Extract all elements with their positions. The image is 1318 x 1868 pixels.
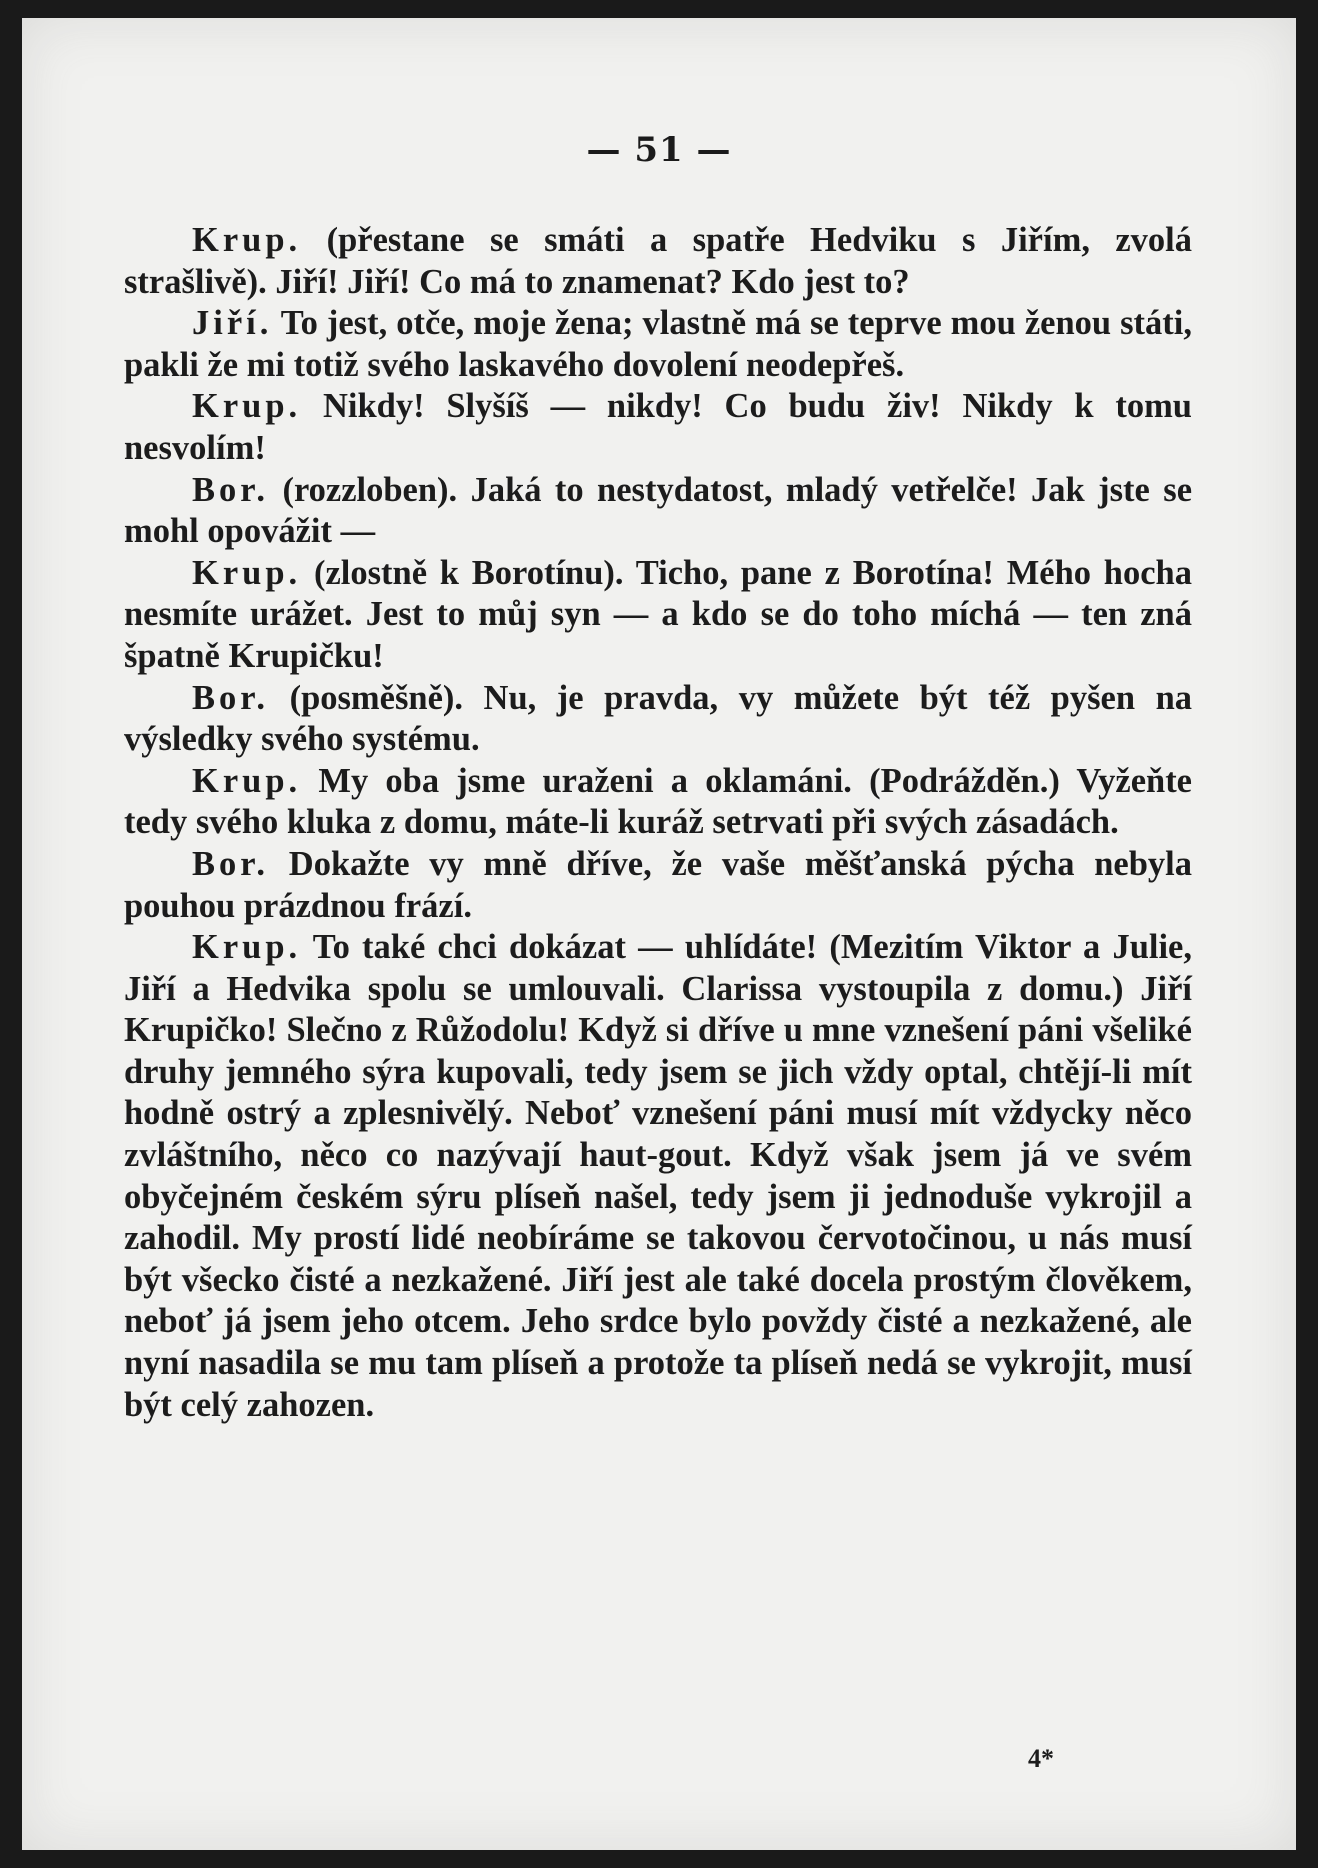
paragraph — [124, 678, 1192, 761]
paragraph — [124, 844, 1192, 927]
paragraph — [124, 927, 1192, 1426]
speaker-name: Krup. — [192, 761, 302, 800]
speaker-name: Krup. — [192, 221, 302, 259]
paragraph-text: To také chci dokázat — uhlídáte! (Mezitím Viktor a Julie, Jiří a Hedvika spolu se umlouvali. Clarissa vystoupila z domu.) Jiří Krupičko! Slečno z Růžodolu! Když si dříve u mne vznešení páni všeliké druhy jemného sýra kupovali, tedy jsem se jich vždy optal, chtějí-li mít hodně ostrý a zplesnivělý. Neboť vznešení páni musí mít vždycky něco zvláštního, něco co nazývají haut-gout. Když však jsem já ve svém obyčejném českém sýru plíseň našel, tedy jsem ji jednoduše vykrojil a zahodil. My prostí lidé neobíráme se takovou červotočinou, u nás musí být všecko čisté a nezkažené. Jiří jest ale také docela prostým člověkem, neboť já jsem jeho otcem. Jeho srdce bylo povždy čisté a nezkažené, ale nyní nasadila se mu tam plíseň a protože ta plíseň nedá se vykrojit, musí být celý zahozen. — [124, 928, 1192, 1424]
paragraph-text: My oba jsme uraženi a oklamáni. (Podrážděn.) Vyžeňte tedy svého kluka z domu, máte-li kuráž setrvati při svých zásadách. — [124, 761, 1192, 842]
dialogue-text — [124, 220, 1192, 1426]
paragraph-text: To jest, otče, moje žena; vlastně má se teprve mou ženou státi, pakli že mi totiž svého laskavého dovolení neodepřeš. — [124, 304, 1192, 384]
paragraph — [124, 220, 1192, 303]
paragraph — [124, 386, 1192, 469]
speaker-name: Krup. — [192, 928, 302, 967]
signature-mark: 4* — [1028, 1744, 1054, 1773]
speaker-name: Jiří. — [192, 304, 273, 343]
paragraph — [124, 761, 1192, 844]
paragraph — [124, 303, 1192, 386]
speaker-name: Krup. — [192, 553, 302, 592]
page-number: — 51 — — [586, 130, 732, 170]
paragraph-text: (přestane se smáti a spatře Hedviku s Jiřím, zvolá strašlivě). Jiří! Jiří! Co má to znamenat? Kdo jest to? — [124, 221, 1193, 301]
book-page — [22, 18, 1296, 1850]
paragraph-text: (posměšně). Nu, je pravda, vy můžete být též pyšen na výsledky svého systému. — [124, 678, 1193, 759]
paragraph — [124, 470, 1192, 553]
paragraph-text: (zlostně k Borotínu). Ticho, pane z Borotína! Mého hocha nesmíte urážet. Jest to můj syn — a kdo se do toho míchá — ten zná špatně Krupičku! — [124, 553, 1192, 675]
speaker-name: Bor. — [192, 678, 270, 717]
paragraph-text: Nikdy! Slyšíš — nikdy! Co budu živ! Nikdy k tomu nesvolím! — [124, 387, 1192, 467]
speaker-name: Bor. — [192, 470, 270, 509]
paragraph-text: (rozzloben). Jaká to nestydatost, mladý vetřelče! Jak jste se mohl opovážit — — [124, 470, 1193, 551]
paragraph-text: Dokažte vy mně dříve, že vaše měšťanská pýcha nebyla pouhou prázdnou frází. — [124, 844, 1193, 925]
paragraph — [124, 553, 1192, 678]
speaker-name: Bor. — [192, 844, 270, 883]
speaker-name: Krup. — [192, 387, 302, 426]
